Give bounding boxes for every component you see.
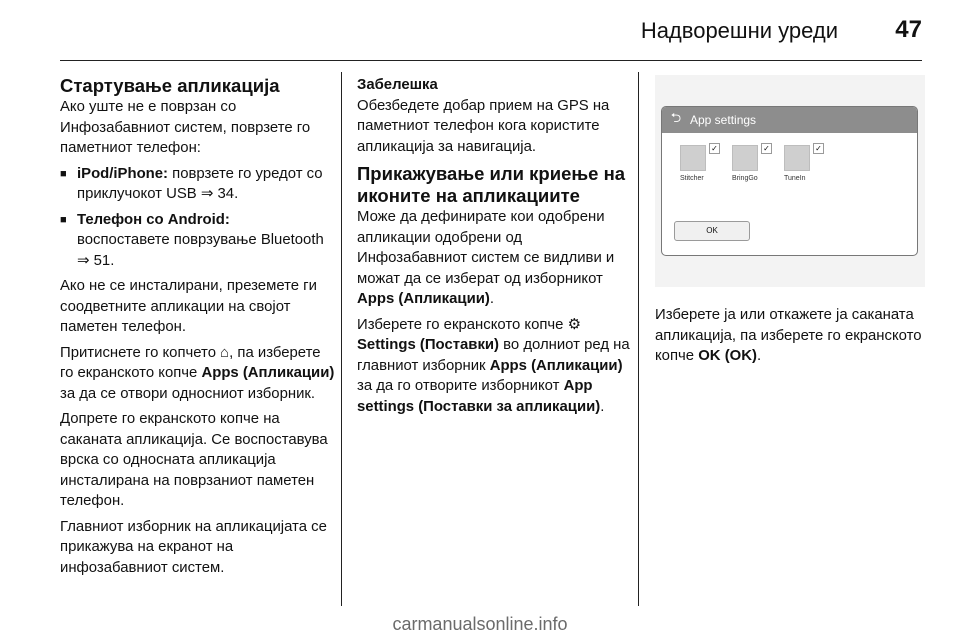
app-label: TuneIn	[784, 175, 806, 182]
bullet-ipod: ■ iPod/iPhone: поврзете го уредот со приклучокот USB ⇒ 34.	[60, 164, 336, 205]
app-label: BringGo	[732, 175, 758, 182]
column-left	[60, 75, 336, 583]
paragraph-touch-app: Допрете го екранското копче на саканата апликација. Се воспоставува врска со односната апликација инсталирана на поврзаниот паметен телефон.	[60, 411, 328, 509]
paragraph-main-menu: Главниот изборник на апликацијата се прикажува на екранот на инфозабавниот систем.	[60, 518, 327, 576]
bullet-android: ■ Телефон со Android: воспоставете поврзување Bluetooth ⇒ 51.	[60, 210, 336, 272]
note-heading: Забелешка	[357, 77, 438, 93]
bullet-square-icon: ■	[60, 167, 67, 180]
checkbox-icon[interactable]: ✓	[813, 143, 824, 154]
column-divider-left	[341, 72, 342, 606]
app-settings-figure	[655, 75, 925, 287]
settings-icon: ⚙	[567, 316, 581, 333]
intro-paragraph: Ако уште не е поврзан со Инфозабавниот систем, поврзете го паметниот телефон:	[60, 99, 311, 156]
checkbox-icon[interactable]: ✓	[761, 143, 772, 154]
column-middle	[357, 75, 633, 422]
app-label: Stitcher	[680, 175, 704, 182]
app-icon	[680, 144, 718, 171]
running-header-title: Надворешни уреди	[640, 18, 838, 43]
note-text: Обезбедете добар прием на GPS на паметниот телефон кога користите апликација за навигација.	[357, 97, 610, 155]
paragraph-download: Ако не се инсталирани, преземете ги соодветните апликации на својот паметен телефон.	[60, 278, 317, 335]
section-heading-start-app: Стартување апликација	[60, 75, 280, 96]
screen-title: App settings	[690, 113, 757, 127]
column-right	[655, 305, 925, 372]
page-ref-arrow-icon: ⇒	[200, 186, 214, 202]
paragraph-press-button: Притиснете го копчето ⌂, па изберете го екранското копче Apps (Апликации) за да се отвори односниот изборник.	[60, 344, 335, 402]
back-arrow-icon[interactable]: ⮌	[670, 110, 682, 125]
bullet-square-icon: ■	[60, 213, 67, 226]
home-icon: ⌂	[220, 344, 230, 361]
header-rule	[60, 60, 922, 61]
column-divider-right	[638, 72, 639, 606]
app-tile-tunein[interactable]	[784, 145, 824, 182]
checkbox-icon[interactable]: ✓	[709, 143, 720, 154]
paragraph-select-app: Изберете ја или откажете ја саканата апликација, па изберете го екранското копче OK (OK).	[655, 307, 922, 364]
watermark: carmanualsonline.info	[392, 614, 568, 634]
app-tile-bringgo[interactable]	[732, 145, 772, 182]
app-tile-stitcher[interactable]	[680, 145, 720, 182]
ok-button[interactable]: OK	[674, 221, 750, 241]
paragraph-define-apps: Може да дефинирате кои одобрени апликации одобрени од Инфозабавниот систем се видливи и можат да се изберат од изборникот Apps (Апликации).	[357, 209, 615, 307]
section-heading-show-hide: Прикажување или криење на иконите на апликациите	[357, 163, 626, 206]
screen-title-bar	[662, 107, 917, 133]
app-icon	[784, 144, 822, 171]
page-ref-arrow-icon: ⇒	[77, 252, 90, 269]
app-list	[662, 133, 917, 182]
app-settings-screen	[661, 106, 918, 256]
app-icon	[732, 144, 770, 171]
paragraph-select-settings: Изберете го екранското копче ⚙ Settings (Поставки) во долниот ред на главниот изборник Apps (Апликации) за да го отворите изборникот App settings (Поставки за апликации).	[357, 316, 630, 415]
page-number: 47	[895, 16, 922, 43]
